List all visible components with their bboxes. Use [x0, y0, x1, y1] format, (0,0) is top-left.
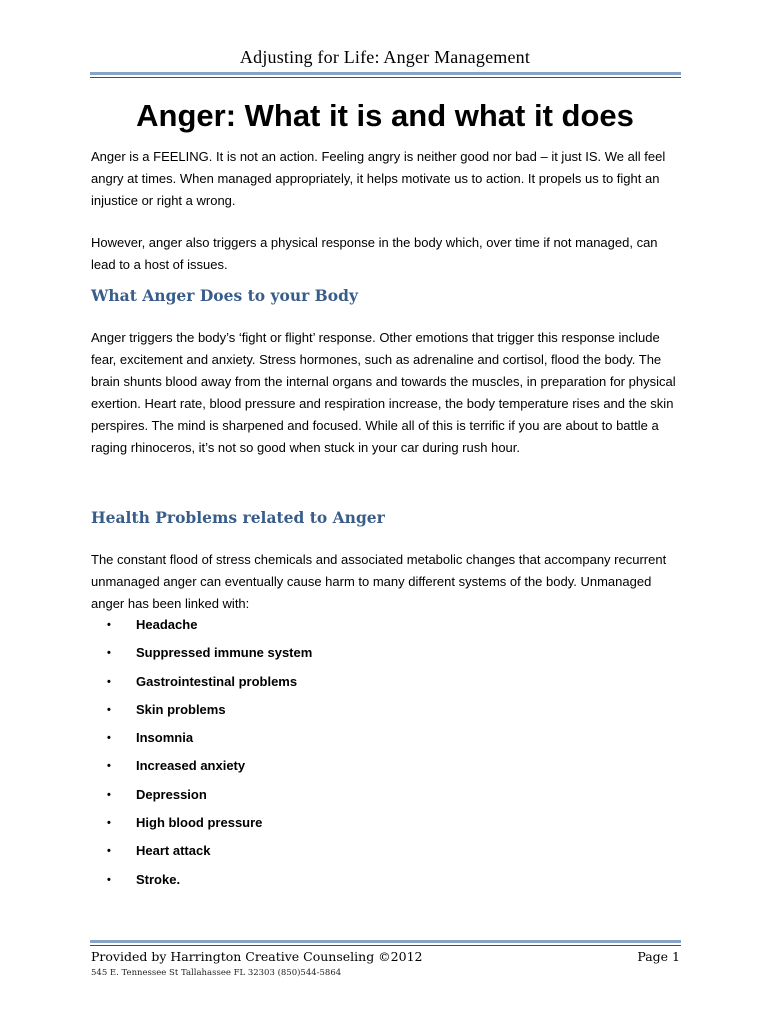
- list-item: [107, 871, 312, 899]
- list-item: [107, 729, 312, 757]
- bullet-icon: •: [107, 675, 111, 688]
- bullet-icon: •: [107, 788, 111, 801]
- bullet-icon: •: [107, 619, 111, 631]
- bullet-icon: •: [107, 873, 111, 886]
- bullet-icon: •: [107, 760, 111, 773]
- intro-paragraph-2: However, anger also triggers a physical response in the body which, over time if not managed, can lead to a host of issues.: [91, 235, 658, 272]
- list-item: [107, 616, 312, 644]
- list-item: [107, 814, 312, 842]
- list-item: [107, 786, 312, 814]
- list-item-text: Gastrointestinal problems: [136, 673, 298, 689]
- bullet-icon: •: [107, 817, 111, 830]
- list-item-text: Suppressed immune system: [136, 645, 313, 661]
- list-item: [107, 673, 312, 701]
- list-item-text: Insomnia: [136, 730, 194, 746]
- page-title: Anger: What it is and what it does: [136, 98, 634, 133]
- bullet-icon: •: [107, 732, 111, 745]
- list-item-text: Skin problems: [136, 701, 226, 717]
- health-paragraph: The constant flood of stress chemicals and associated metabolic changes that accompany recurrent unmanaged anger can eventually cause harm to many different systems of the body. Unmanaged anger has been linked with:: [91, 552, 667, 611]
- list-item: [107, 842, 312, 870]
- intro-paragraph-1: Anger is a FEELING. It is not an action. Feeling angry is neither good nor bad – it just IS. We all feel angry at times. When managed appropriately, it helps motivate us to action. It propels us to fight an injustice or right a wrong.: [91, 149, 666, 208]
- bullet-icon: •: [107, 845, 111, 858]
- list-item: [107, 701, 312, 729]
- footer-address: 545 E. Tennessee St Tallahassee FL 32303 (850)544-5864: [91, 968, 342, 978]
- list-item: [107, 644, 312, 672]
- running-header: Adjusting for Life: Anger Management: [239, 47, 531, 67]
- bullet-icon: •: [107, 703, 111, 716]
- list-item: [107, 757, 312, 785]
- footer-provider: Provided by Harrington Creative Counseling ©2012: [91, 949, 423, 964]
- section-heading-health: Health Problems related to Anger: [91, 508, 385, 527]
- list-item-text: Increased anxiety: [136, 758, 246, 774]
- footer-divider: [90, 940, 681, 946]
- header-divider: [90, 72, 681, 78]
- health-problems-list: [107, 616, 312, 899]
- section-heading-body: What Anger Does to your Body: [91, 286, 358, 305]
- page-number: Page 1: [637, 949, 680, 964]
- list-item-text: Stroke.: [136, 871, 181, 887]
- list-item-text: Depression: [136, 786, 207, 802]
- list-item-text: Heart attack: [136, 843, 211, 859]
- list-item-text: High blood pressure: [136, 815, 263, 831]
- list-item-text: Headache: [136, 617, 198, 632]
- bullet-icon: •: [107, 647, 111, 660]
- body-effects-paragraph: Anger triggers the body’s ‘fight or flight’ response. Other emotions that trigger this response include fear, excitement and anxiety. Stress hormones, such as adrenaline and cortisol, flood the body. The brain shunts blood away from the internal organs and towards the muscles, in preparation for physical exertion. Heart rate, blood pressure and respiration increase, the body temperature rises and the skin perspires. The mind is sharpened and focused. While all of this is terrific if you are about to battle a raging rhinoceros, it’s not so good when stuck in your car during rush hour.: [91, 330, 676, 455]
